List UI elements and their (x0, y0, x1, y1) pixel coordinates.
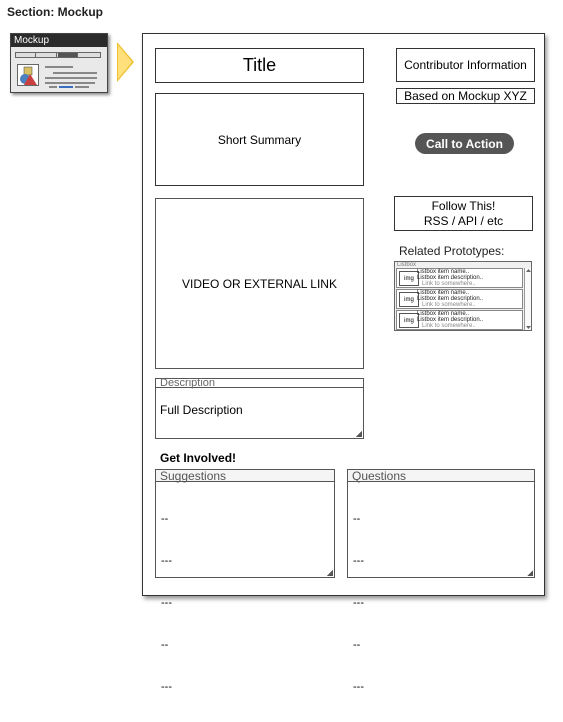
item-name: Listbox item name.. (417, 290, 470, 296)
item-link[interactable]: Link to somewhere.. (422, 323, 476, 329)
thumbnail-title: Mockup (11, 34, 107, 47)
suggestion-line: --- (161, 555, 172, 567)
listbox-header: Listbox (397, 262, 417, 268)
short-summary: Short Summary (155, 93, 364, 186)
item-link[interactable]: Link to somewhere.. (422, 302, 476, 308)
section-label: Section: Mockup (7, 5, 104, 19)
list-item[interactable] (396, 268, 523, 288)
questions-header: Questions (348, 470, 534, 482)
resize-grip-icon[interactable] (527, 570, 533, 576)
thumbnail-line (45, 82, 95, 84)
list-item[interactable] (396, 310, 523, 330)
item-description: Listbox item description.. (417, 275, 484, 281)
thumbnail-line (49, 86, 57, 88)
item-image-icon: img (399, 271, 419, 286)
suggestion-line: --- (161, 681, 172, 693)
item-name: Listbox item name.. (417, 269, 470, 275)
suggestion-line: -- (161, 513, 169, 525)
thumbnail-tab (16, 53, 36, 57)
contributor-info: Contributor Information (396, 48, 535, 82)
question-line: --- (353, 681, 364, 693)
thumbnail-image-icon (17, 64, 39, 86)
call-to-action-button[interactable]: Call to Action (415, 133, 514, 154)
related-prototypes-label: Related Prototypes: (399, 244, 505, 258)
thumbnail-tab (37, 53, 57, 57)
resize-grip-icon[interactable] (356, 431, 362, 437)
item-name: Listbox item name.. (417, 311, 470, 317)
item-image-icon: img (399, 292, 419, 307)
mockup-thumbnail[interactable] (10, 33, 108, 93)
follow-title: Follow This! (431, 198, 496, 213)
question-line: --- (353, 597, 364, 609)
thumbnail-tabs (15, 52, 101, 58)
question-line: --- (353, 555, 364, 567)
suggestion-line: -- (161, 639, 169, 651)
follow-links: RSS / API / etc (423, 213, 504, 228)
thumbnail-link-line (59, 86, 73, 88)
thumbnail-line (75, 86, 89, 88)
page-title: Title (155, 48, 364, 83)
thumbnail-line (45, 66, 73, 68)
description-header: Description (156, 379, 363, 388)
thumbnail-line (53, 72, 97, 74)
related-listbox[interactable] (394, 261, 532, 331)
item-description: Listbox item description.. (417, 317, 484, 323)
description-panel[interactable] (155, 378, 364, 439)
questions-list (353, 484, 365, 722)
resize-grip-icon[interactable] (327, 570, 333, 576)
thumbnail-tab (58, 53, 78, 57)
list-item[interactable] (396, 289, 523, 309)
listbox-scrollbar[interactable] (524, 268, 531, 330)
based-on-label: Based on Mockup XYZ (396, 88, 535, 104)
get-involved-heading: Get Involved! (160, 451, 237, 465)
suggestions-header: Suggestions (156, 470, 334, 482)
video-link[interactable]: VIDEO OR EXTERNAL LINK (155, 198, 364, 369)
item-description: Listbox item description.. (417, 296, 484, 302)
item-link[interactable]: Link to somewhere.. (422, 281, 476, 287)
arrow-highlight (118, 45, 132, 79)
question-line: -- (353, 513, 361, 525)
questions-panel[interactable] (347, 469, 535, 693)
follow-box[interactable] (394, 196, 533, 231)
suggestion-line: --- (161, 597, 172, 609)
description-text: Full Description (160, 403, 243, 417)
suggestions-list (161, 484, 173, 722)
thumbnail-line (45, 77, 97, 79)
item-image-icon: img (399, 313, 419, 328)
question-line: -- (353, 639, 361, 651)
suggestions-panel[interactable] (155, 469, 335, 693)
